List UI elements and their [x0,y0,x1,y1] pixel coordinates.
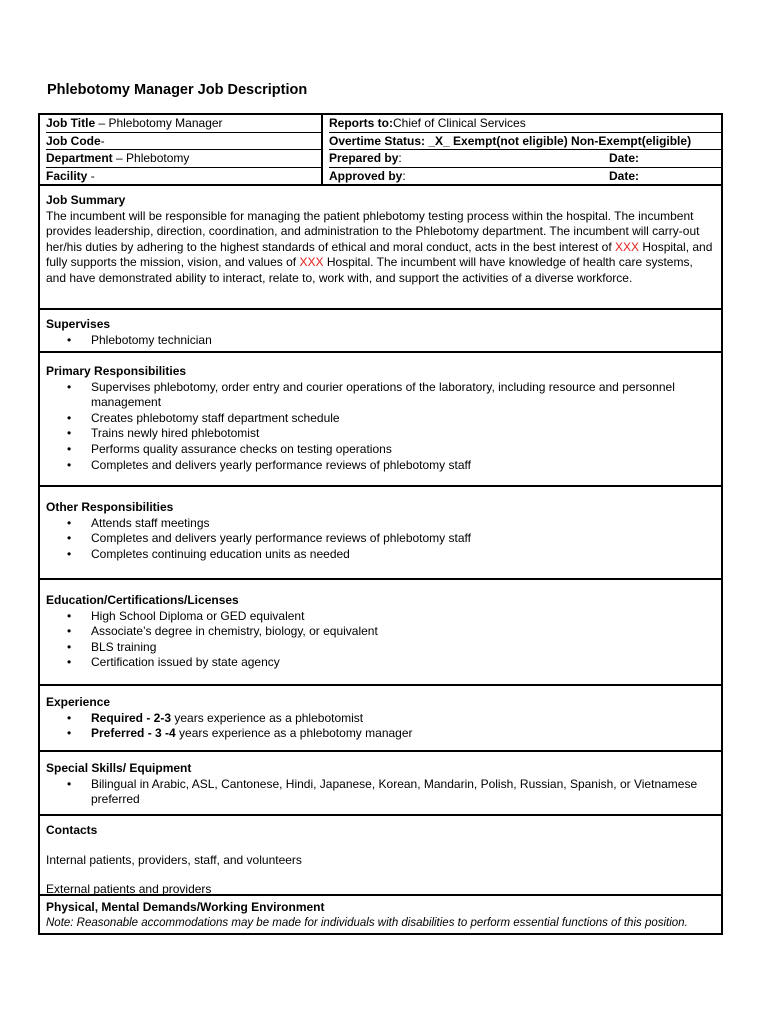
list-item: • Bilingual in Arabic, ASL, Cantonese, Hindi, Japanese, Korean, Mandarin, Polish, Russian, Spanish, or Vietnamese preferred [91,777,715,808]
experience-list [46,711,715,742]
special-skills-heading: Special Skills/ Equipment [46,761,192,775]
reports-to-value: Chief of Clinical Services [393,116,526,130]
job-code-row [46,133,321,151]
special-skills-list [46,777,715,808]
header-right [323,115,721,184]
list-item: • Supervises phlebotomy, order entry and courier operations of the laboratory, including resource and personnel management [91,380,715,411]
contacts-section [40,816,721,896]
other-responsibilities-list [46,516,715,563]
overtime-status: Overtime Status: _X_ Exempt(not eligible) Non-Exempt(eligible) [329,133,692,148]
summary-text-part: The incumbent will be responsible for managing the patient phlebotomy testing process within the hospital. The incumbent provides leadership, direction, coordination, and administration to the Phlebotomy department. The incumbent will carry-out her/his duties by adhering to the highest standards of ethical and moral conduct, acts in the best interest of [46,208,700,254]
primary-responsibilities-heading: Primary Responsibilities [46,364,187,378]
department-row [46,150,321,168]
prepared-by-row [329,150,721,168]
job-description-table [38,113,723,935]
approved-date-label: Date: [609,168,640,183]
accommodations-note: Note: Reasonable accommodations may be made for individuals with disabilities to perform essential functions of this position. [46,916,688,929]
other-responsibilities-section [40,487,721,580]
summary-text-part: Hospital, and fully supports the mission, vision, and values of [46,239,713,269]
job-code-label: Job Code [46,133,101,148]
prepared-by-value: : [398,151,402,165]
reports-to-row [329,115,721,133]
summary-text-part: Hospital. The incumbent will have knowledge of health care systems, and have demonstrated ability to interact, relate to, work with, and support the activities of a diverse workforce. [46,255,693,285]
supervises-list [46,333,715,349]
primary-responsibilities-list [46,380,715,474]
approved-by-label: Approved by [329,168,403,183]
list-item: • Attends staff meetings [91,516,715,532]
reports-to-label: Reports to: [329,116,393,130]
list-item: • Associate’s degree in chemistry, biology, or equivalent [91,624,715,640]
preferred-experience-text: years experience as a phlebotomy manager [175,726,413,740]
required-experience-label: Required - 2-3 [91,710,172,725]
list-item: • BLS training [91,640,715,656]
physical-demands-section [40,896,721,933]
supervises-heading: Supervises [46,317,111,331]
header-left [40,115,323,184]
education-heading: Education/Certifications/Licenses [46,593,239,607]
list-item: • Completes and delivers yearly performance reviews of phlebotomy staff [91,531,715,547]
job-title-row [46,115,321,133]
job-code-value: - [100,133,105,148]
job-title-value: – Phlebotomy Manager [95,116,223,130]
approved-by-row [329,168,721,185]
supervises-section [40,310,721,353]
list-item: • Performs quality assurance checks on testing operations [91,442,715,458]
prepared-by-label: Prepared by [329,151,399,165]
header-block [40,115,721,186]
list-item: • Completes continuing education units as needed [91,547,715,563]
list-item [91,726,715,742]
experience-heading: Experience [46,695,111,709]
list-item: • Certification issued by state agency [91,655,715,671]
facility-row [46,168,321,185]
list-item: • Phlebotomy technician [91,333,715,349]
page-title: Phlebotomy Manager Job Description [47,82,308,98]
education-section [40,580,721,686]
physical-demands-heading: Physical, Mental Demands/Working Environment [46,900,325,914]
education-list [46,609,715,671]
overtime-row [329,133,721,151]
department-value: – Phlebotomy [112,151,190,165]
facility-label: Facility [46,168,88,183]
required-experience-text: years experience as a phlebotomist [171,710,364,725]
hospital-placeholder: XXX [299,255,324,269]
list-item: • Trains newly hired phlebotomist [91,426,715,442]
preferred-experience-label: Preferred - 3 -4 [91,726,176,740]
list-item [91,711,715,727]
other-responsibilities-heading: Other Responsibilities [46,500,174,514]
approved-by-value: : [402,168,406,183]
list-item: • Creates phlebotomy staff department schedule [91,411,715,427]
list-item: • Completes and delivers yearly performance reviews of phlebotomy staff [91,458,715,474]
hospital-placeholder: XXX [615,239,640,254]
job-title-label: Job Title [46,116,96,130]
prepared-date-label: Date: [609,151,640,165]
facility-value: - [87,168,95,183]
job-summary-section [40,186,721,310]
job-summary-text [46,209,715,287]
job-summary-heading: Job Summary [46,193,126,207]
department-label: Department [46,151,113,165]
list-item: • High School Diploma or GED equivalent [91,609,715,625]
primary-responsibilities-section [40,353,721,487]
special-skills-section [40,752,721,816]
external-contacts: External patients and providers [46,882,212,896]
internal-contacts: Internal patients, providers, staff, and volunteers [46,852,302,867]
contacts-heading: Contacts [46,823,98,837]
experience-section [40,686,721,752]
